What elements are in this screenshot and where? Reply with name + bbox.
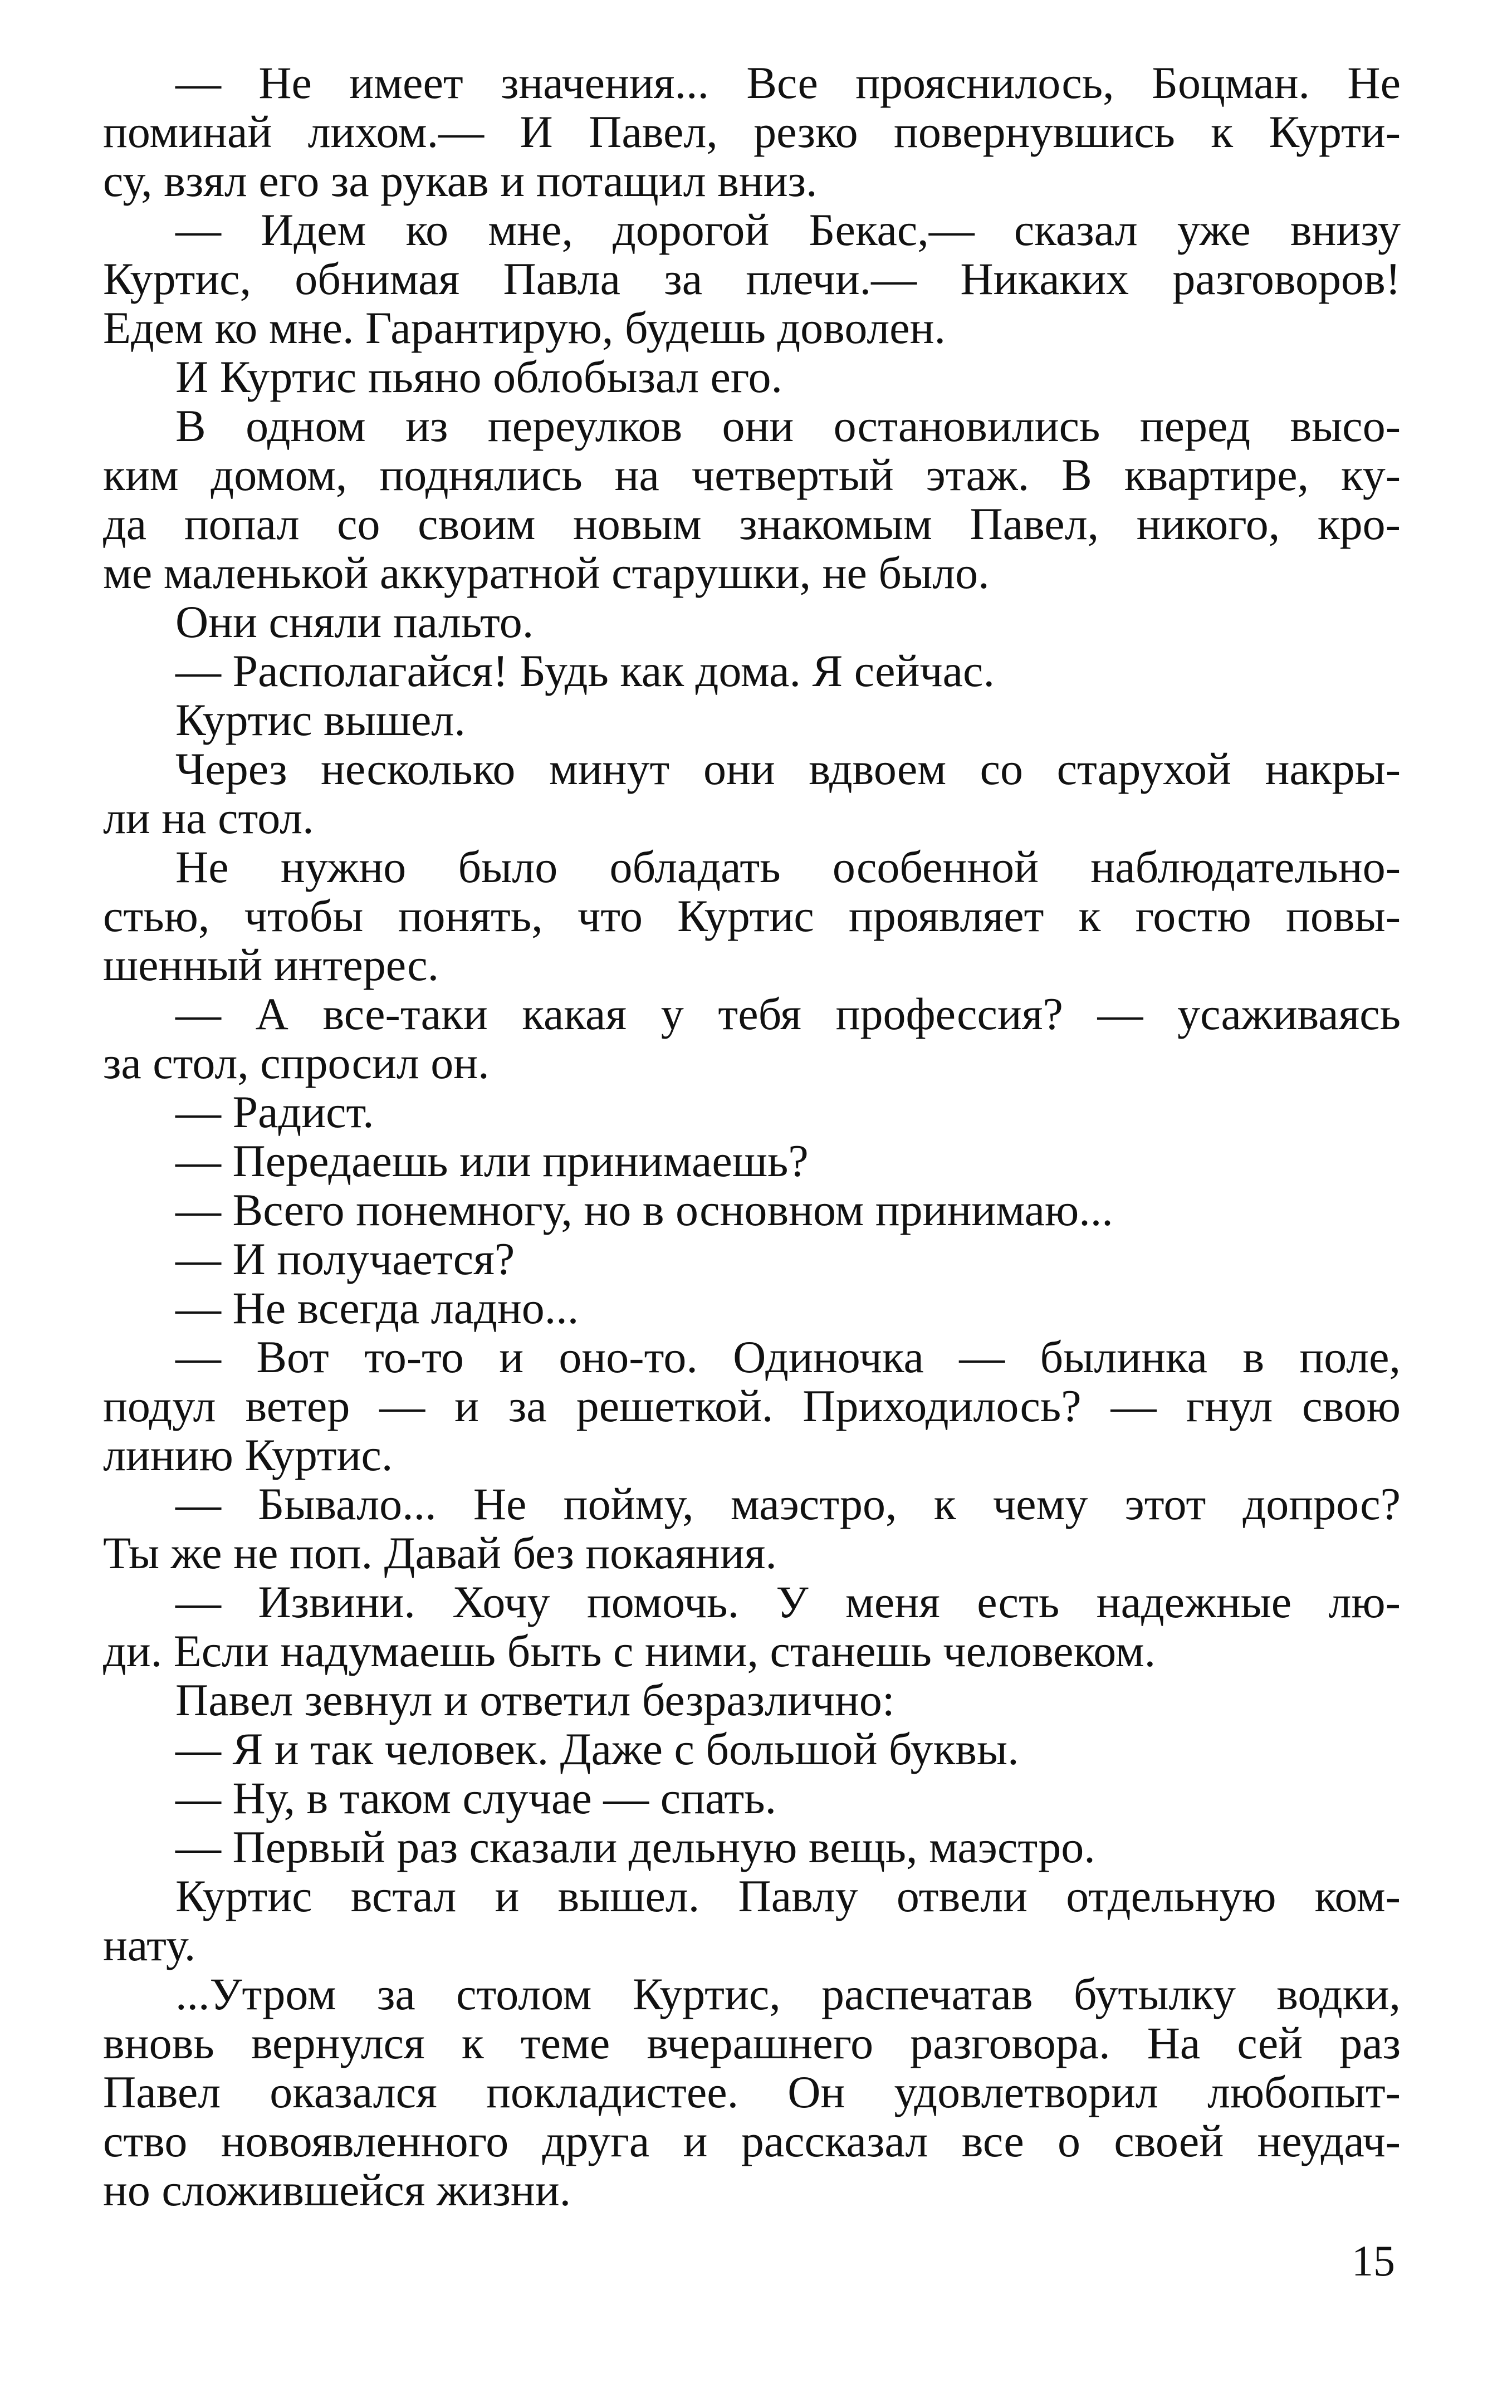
paragraph <box>103 1333 1401 1480</box>
text-line: — Извини. Хочу помочь. У меня есть надежные лю- <box>175 1577 1401 1627</box>
text-line: — Я и так человек. Даже с большой буквы. <box>175 1724 1019 1774</box>
paragraph <box>103 58 1401 205</box>
text-line: — А все-таки какая у тебя профессия? — усаживаясь <box>175 988 1401 1039</box>
text-line: Едем ко мне. Гарантирую, будешь доволен. <box>103 302 946 353</box>
text-line: И Куртис пьяно облобызал его. <box>175 351 782 402</box>
paragraph <box>103 402 1401 598</box>
paragraph <box>103 843 1401 990</box>
paragraph <box>103 353 1401 402</box>
text-line: — Не имеет значения... Все прояснилось, Боцман. Не <box>175 57 1401 108</box>
text-line: но сложившейся жизни. <box>103 2165 571 2215</box>
paragraph <box>103 598 1401 647</box>
text-line: ли на стол. <box>103 792 314 843</box>
text-line: ким домом, поднялись на четвертый этаж. В квартире, ку- <box>103 449 1401 500</box>
text-line: — Не всегда ладно... <box>175 1283 579 1333</box>
paragraph <box>103 696 1401 745</box>
text-line: шенный интерес. <box>103 939 439 990</box>
paragraph <box>103 1872 1401 1970</box>
text-line: — Идем ко мне, дорогой Бекас,— сказал уже внизу <box>175 204 1401 255</box>
text-line: — Радист. <box>175 1086 374 1137</box>
paragraph <box>103 1284 1401 1333</box>
text-line: — Первый раз сказали дельную вещь, маэстро. <box>175 1822 1095 1872</box>
paragraph <box>103 1774 1401 1823</box>
text-line: — Ну, в таком случае — спать. <box>175 1773 777 1823</box>
text-line: Куртис, обнимая Павла за плечи.— Никаких разговоров! <box>103 253 1401 304</box>
text-line: Ты же не поп. Давай без покаяния. <box>103 1528 777 1578</box>
text-line: линию Куртис. <box>103 1430 393 1480</box>
text-line: вновь вернулся к теме вчерашнего разговора. На сей раз <box>103 2018 1401 2068</box>
text-line: подул ветер — и за решеткой. Приходилось? — гнул свою <box>103 1381 1401 1431</box>
paragraph <box>103 1186 1401 1235</box>
paragraph <box>103 1137 1401 1186</box>
text-line: стью, чтобы понять, что Куртис проявляет к гостю повы- <box>103 890 1401 941</box>
text-line: су, взял его за рукав и потащил вниз. <box>103 155 818 206</box>
text-line: Павел оказался покладистее. Он удовлетворил любопыт- <box>103 2067 1401 2117</box>
paragraph <box>103 1578 1401 1676</box>
text-line: нату. <box>103 1920 196 1970</box>
text-line: да попал со своим новым знакомым Павел, никого, кро- <box>103 498 1401 549</box>
text-line: Куртис вышел. <box>175 694 466 745</box>
paragraph <box>103 1235 1401 1284</box>
text-line: ди. Если надумаешь быть с ними, станешь человеком. <box>103 1626 1156 1676</box>
text-line: Они сняли пальто. <box>175 596 534 647</box>
page-number: 15 <box>1352 2236 1395 2285</box>
paragraph <box>103 1088 1401 1137</box>
paragraph <box>103 647 1401 696</box>
text-line: ме маленькой аккуратной старушки, не было. <box>103 547 990 598</box>
text-line: — Передаешь или принимаешь? <box>175 1136 809 1186</box>
text-line: — Всего понемногу, но в основном принимаю... <box>175 1185 1113 1235</box>
text-line: — И получается? <box>175 1234 515 1284</box>
text-line: — Располагайся! Будь как дома. Я сейчас. <box>175 645 995 696</box>
text-line: В одном из переулков они остановились перед высо- <box>175 400 1401 451</box>
paragraph <box>103 1480 1401 1578</box>
paragraph <box>103 1676 1401 1725</box>
paragraph <box>103 205 1401 353</box>
text-line: ство новоявленного друга и рассказал все о своей неудач- <box>103 2116 1401 2166</box>
text-line: — Бывало... Не пойму, маэстро, к чему этот допрос? <box>175 1479 1401 1529</box>
text-line: за стол, спросил он. <box>103 1037 490 1088</box>
text-line: поминай лихом.— И Павел, резко повернувшись к Курти- <box>103 106 1401 157</box>
text-line: Куртис встал и вышел. Павлу отвели отдельную ком- <box>175 1871 1401 1921</box>
text-line: Павел зевнул и ответил безразлично: <box>175 1675 895 1725</box>
paragraph <box>103 1970 1401 2215</box>
text-line: Не нужно было обладать особенной наблюдательно- <box>175 841 1401 892</box>
paragraph <box>103 1823 1401 1872</box>
text-line: — Вот то-то и оно-то. Одиночка — былинка в поле, <box>175 1332 1401 1382</box>
text-line: ...Утром за столом Куртис, распечатав бутылку водки, <box>175 1969 1401 2019</box>
paragraph <box>103 1725 1401 1774</box>
paragraph <box>103 990 1401 1088</box>
body-text <box>103 58 1401 2215</box>
paragraph <box>103 745 1401 843</box>
text-line: Через несколько минут они вдвоем со старухой накры- <box>175 743 1401 794</box>
